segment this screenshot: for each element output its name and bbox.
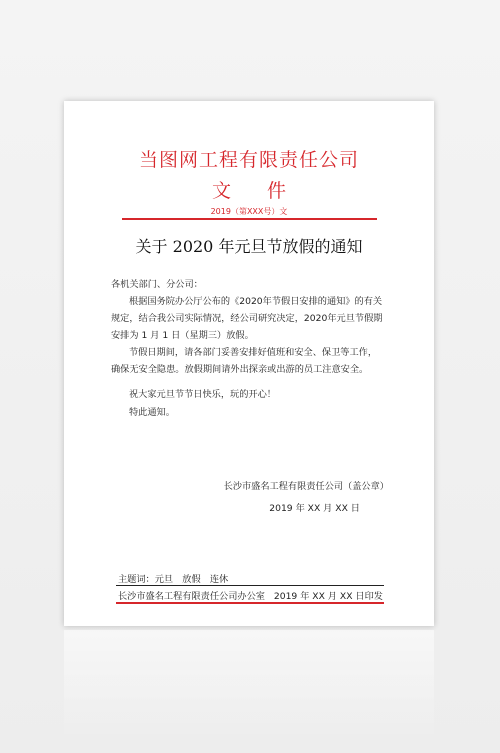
paragraph-1: 根据国务院办公厅公布的《2020年节假日安排的通知》的有关规定，结合我公司实际情况，经公司研究决定，2020年元旦节假期安排为 1 月 1 日（星期三）放假。: [111, 296, 383, 341]
company-name: 当图网工程有限责任公司: [138, 149, 359, 171]
signature-org: 长沙市盛名工程有限责任公司（盖公章）: [223, 481, 389, 492]
footer-red-line: [116, 602, 384, 604]
issuer: 长沙市盛名工程有限责任公司办公室: [118, 591, 265, 602]
document-label: [64, 176, 434, 203]
paragraph-2: 节假日期间，请各部门妥善安排好值班和安全、保卫等工作，确保无安全隐患。放假期间请外出探亲或出游的员工注意安全。: [111, 347, 378, 375]
header-red-line: [122, 218, 377, 220]
footer-line-top: [116, 585, 384, 586]
page-reflection: [64, 630, 434, 740]
keywords: 主题词：元旦 放假 连休: [118, 574, 229, 585]
document-label-left: 文: [211, 180, 231, 202]
document-number: 2019（第XXX号）文: [210, 207, 288, 216]
paragraph-4: 特此通知。: [129, 407, 175, 418]
document-page: [64, 101, 434, 626]
signature-date: 2019 年 XX 月 XX 日: [269, 503, 360, 514]
paragraph-3: 祝大家元旦节节日快乐，玩的开心！: [129, 389, 276, 400]
print-date: 2019 年 XX 月 XX 日印发: [273, 591, 383, 602]
notice-title: 关于 2020 年元旦节放假的通知: [135, 237, 363, 256]
salutation: 各机关部门、分公司：: [111, 279, 203, 290]
document-label-right: 件: [267, 180, 287, 202]
